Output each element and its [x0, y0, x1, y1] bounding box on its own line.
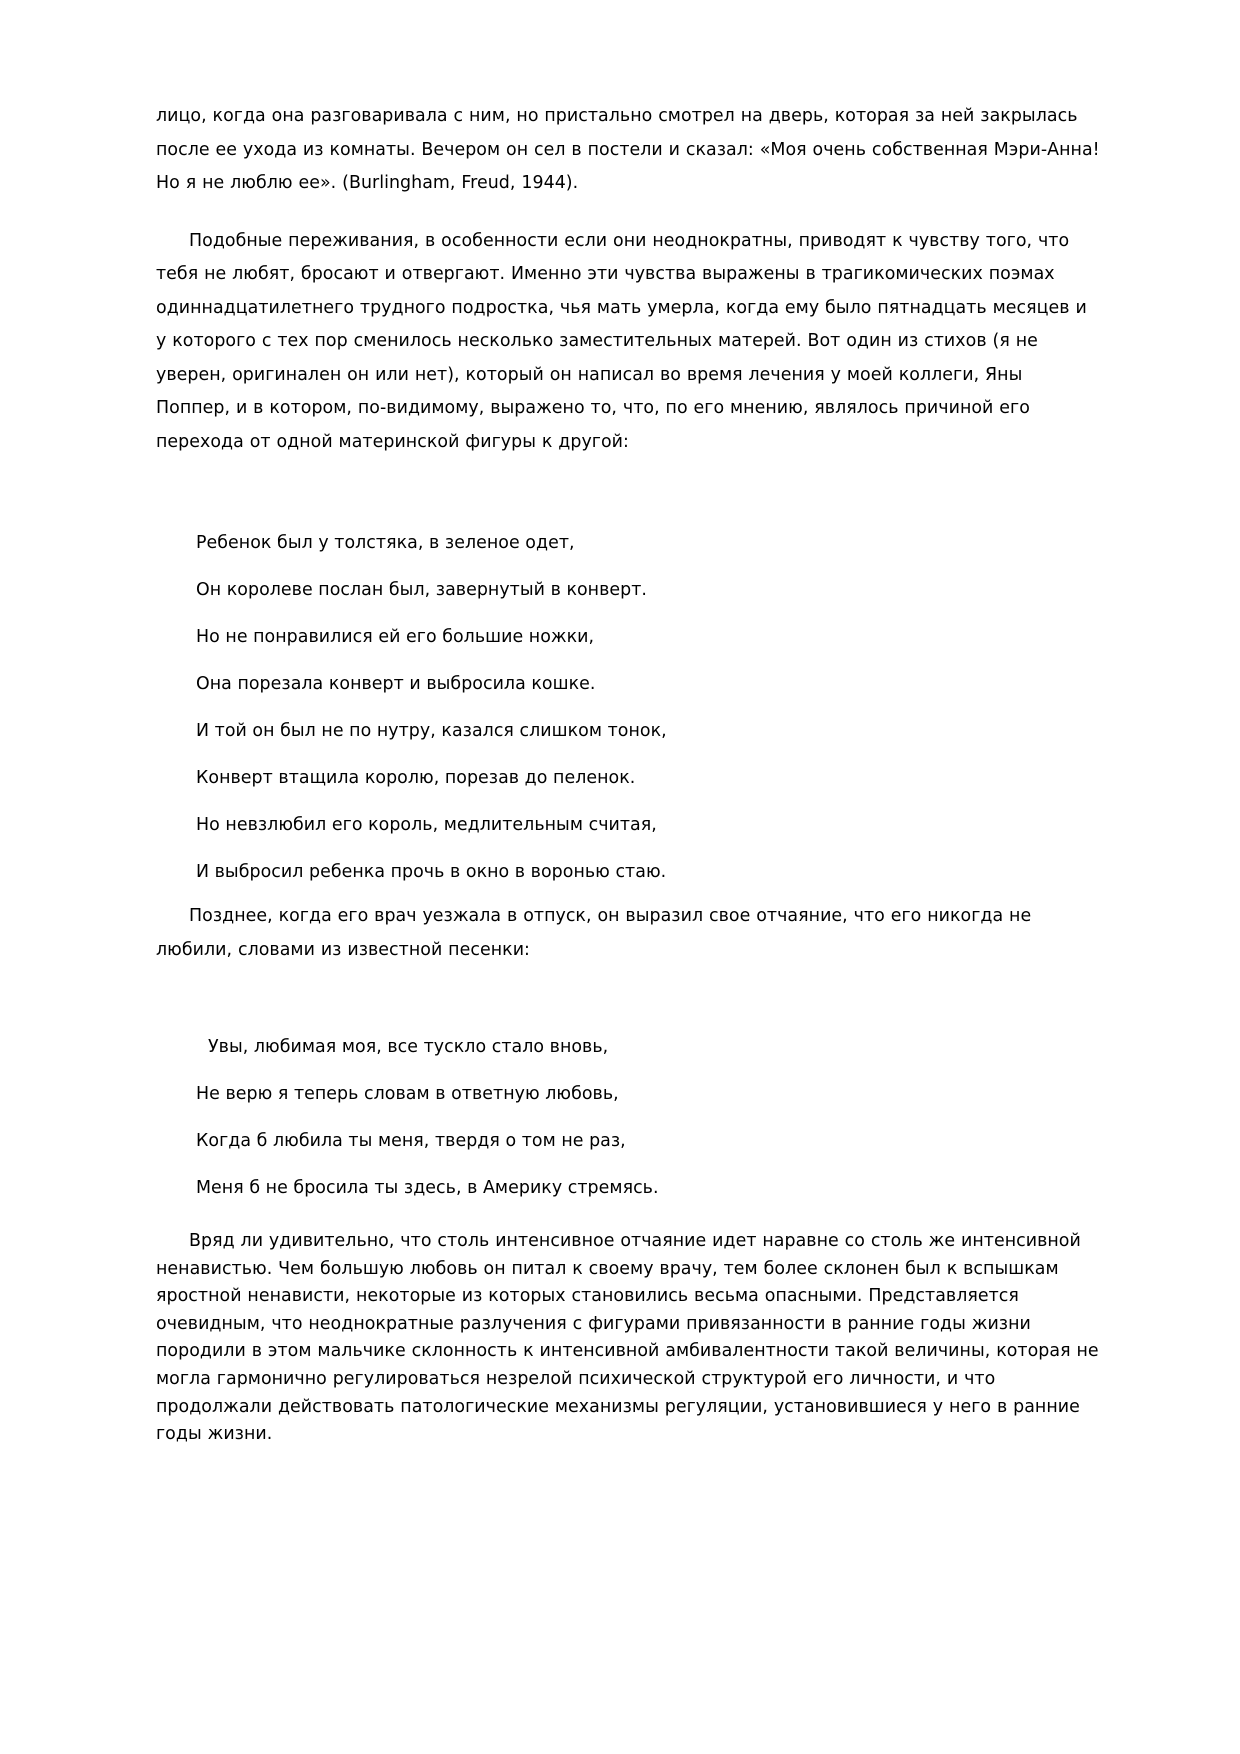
verse-line: И выбросил ребенка прочь в окно в воронью стаю.: [196, 862, 667, 882]
verse-line: Увы, любимая моя, все тускло стало вновь,: [208, 1037, 609, 1057]
verse-block-song: [156, 1037, 1100, 1198]
paragraph-continuation: лицо, когда она разговаривала с ним, но пристально смотрел на дверь, которая за ней закрылась после ее ухода из комнаты. Вечером он сел в постели и сказал: «Моя очень собственная Мэри-Анна! Но я не люблю ее». (Burlingham, Freud, 1944).: [156, 106, 1100, 193]
verse-line: Но невзлюбил его король, медлительным считая,: [196, 815, 657, 835]
verse-line: Не верю я теперь словам в ответную любовь,: [196, 1084, 619, 1104]
paragraph-doctor-vacation: Позднее, когда его врач уезжала в отпуск, он выразил свое отчаяние, что его никогда не любили, словами из известной песенки:: [156, 906, 1032, 960]
verse-line: Когда б любила ты меня, твердя о том не раз,: [196, 1131, 626, 1151]
verse-line: Ребенок был у толстяка, в зеленое одет,: [196, 533, 575, 553]
verse-line: Он королеве послан был, завернутый в конверт.: [196, 580, 648, 600]
verse-line: Но не понравилися ей его большие ножки,: [196, 627, 595, 647]
paragraph-ambivalence-conclusion: Вряд ли удивительно, что столь интенсивное отчаяние идет наравне со столь же интенсивной ненавистью. Чем большую любовь он питал к своему врачу, тем более склонен был к вспышкам яростной ненависти, некоторые из которых становились весьма опасными. Представляется очевидным, что неоднократные разлучения с фигурами привязанности в ранние годы жизни породили в этом мальчике склонность к интенсивной амбивалентности такой величины, которая не могла гармонично регулироваться незрелой психической структурой его личности, и что продолжали действовать патологические механизмы регуляции, установившиеся у него в ранние годы жизни.: [156, 1231, 1099, 1445]
verse-line: Конверт втащила королю, порезав до пеленок.: [196, 768, 636, 788]
verse-line: Она порезала конверт и выбросила кошке.: [196, 674, 596, 694]
paragraph-repeated-experiences: Подобные переживания, в особенности если они неоднократны, приводят к чувству того, что тебя не любят, бросают и отвергают. Именно эти чувства выражены в трагикомических поэмах одиннадцатилетнего трудного подростка, чья мать умерла, когда ему было пятнадцать месяцев и у которого с тех пор сменилось несколько заместительных матерей. Вот один из стихов (я не уверен, оригинален он или нет), который он написал во время лечения у моей коллеги, Яны Поппер, и в котором, по-видимому, выражено то, что, по его мнению, являлось причиной его перехода от одной материнской фигуры к другой:: [156, 230, 1087, 452]
verse-block-child-poem: [156, 533, 1100, 882]
verse-line: Меня б не бросила ты здесь, в Америку стремясь.: [196, 1178, 659, 1198]
verse-line: И той он был не по нутру, казался слишком тонок,: [196, 721, 667, 741]
page-content: [156, 100, 1100, 1449]
